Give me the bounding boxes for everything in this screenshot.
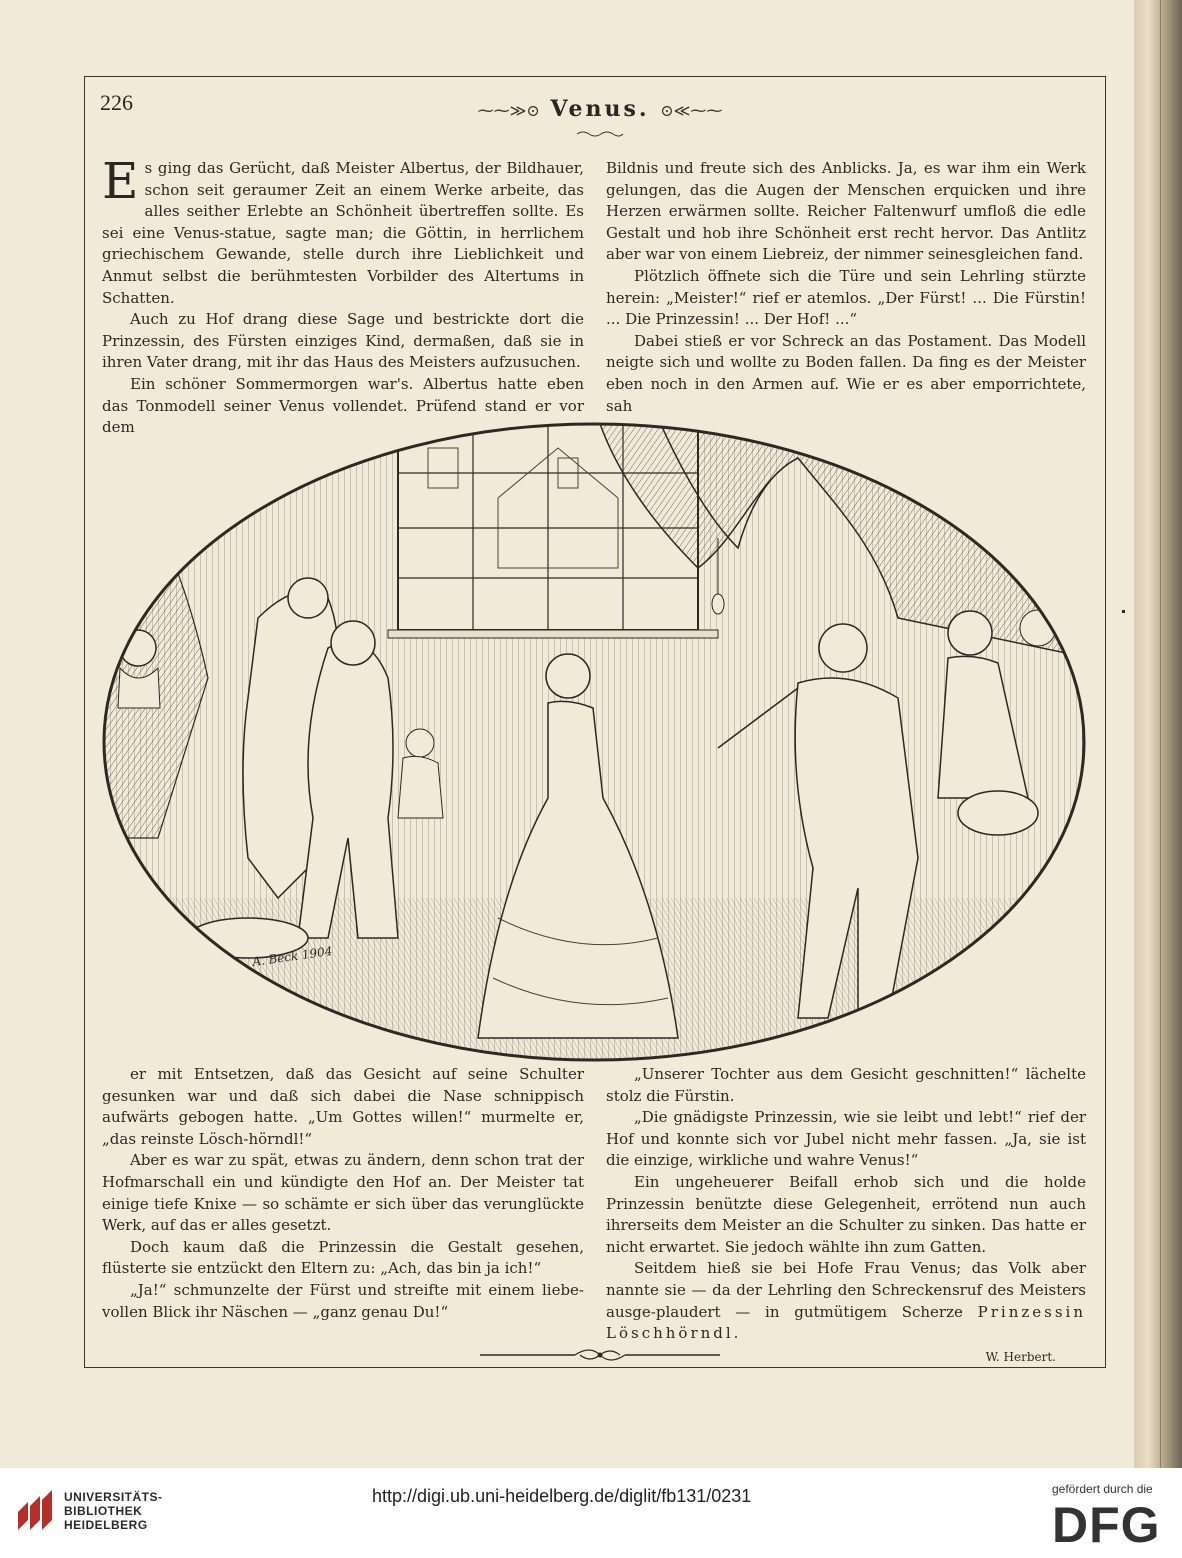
university-logo-icon xyxy=(14,1486,58,1534)
dfg-logo xyxy=(1052,1498,1166,1548)
paragraph: Seitdem hieß sie bei Hofe Frau Venus; das Volk aber nannte sie — da der Lehrling den Schreckensruf des Meisters ausge-plaudert — in gutmütigem Scherze Prinzessin Löschhörndl. xyxy=(606,1259,1086,1343)
title-left-ornament: ⁓⁓≫⊙ xyxy=(477,101,540,120)
title-right-ornament: ⊙≪⁓⁓ xyxy=(660,101,723,120)
paragraph: Aber es war zu spät, etwas zu ändern, denn schon trat der Hofmarschall ein und kündigte den Hof an. Der Meister tat einige tiefe Knixe — so schämte er sich über das verunglückte Werk, auf das er alles gesetzt. xyxy=(102,1151,584,1235)
paragraph: Auch zu Hof drang diese Sage und bestrickte dort die Prinzessin, des Fürsten einziges Kind, dermaßen, daß sie in ihren Vater drang, mit ihr das Haus des Meisters aufzusuchen. xyxy=(102,310,584,372)
funding-label: gefördert durch die xyxy=(1052,1482,1153,1496)
paragraph: Ein schöner Sommermorgen war's. Albertus hatte eben das Tonmodell seiner Venus vollendet. Prüfend stand er vor dem xyxy=(102,374,584,437)
paragraph: „Ja!“ schmunzelte der Fürst und streifte mit einem liebe-vollen Blick ihr Näschen — „ganz genau Du!“ xyxy=(102,1280,584,1321)
page-edge xyxy=(1134,0,1182,1468)
paragraph: Ein ungeheuerer Beifall erhob sich und die holde Prinzessin benützte diese Gelegenheit, errötend nun auch ihrerseits dem Meister an die Schulter zu sinken. Das hatte er nicht erwartet. Sie jedoch wählte ihn zum Gatten. xyxy=(606,1172,1086,1256)
column-bottom-left xyxy=(102,1064,584,1323)
page-edge-line xyxy=(1160,0,1161,1468)
paragraph: er mit Entsetzen, daß das Gesicht auf seine Schulter gesunken war und daß sich dabei die Nase schnippisch aufwärts gebogen hatte. „Um Gottes willen!“ murmelte er, „das reinste Lösch-hörndl!“ xyxy=(102,1065,584,1148)
paragraph: Doch kaum daß die Prinzessin die Gestalt gesehen, flüsterte sie entzückt den Eltern zu: „Ach, das bin ja ich!“ xyxy=(102,1237,584,1278)
digital-library-url[interactable]: http://digi.ub.uni-heidelberg.de/diglit/fb131/0231 xyxy=(372,1486,752,1506)
footer-bar xyxy=(0,1468,1182,1558)
paragraph: Es ging das Gerücht, daß Meister Albertus, der Bildhauer, schon seit geraumer Zeit an einem Werke arbeite, das alles seither Erlebte an Schönheit übertreffen sollte. Es sei eine Venus-statue, sagte man; die Göttin, in herrlichem griechischem Gewande, stelle durch ihre Lieblichkeit und Anmut selbst die berühmtesten Vorbilder des Altertums in Schatten. xyxy=(102,152,584,307)
paragraph: „Die gnädigste Prinzessin, wie sie leibt und lebt!“ rief der Hof und konnte sich vor Jubel nicht mehr fassen. „Ja, sie ist die einzige, wirkliche und wahre Venus!“ xyxy=(606,1108,1086,1170)
svg-text:DFG: DFG xyxy=(1052,1498,1161,1548)
paragraph: „Unserer Tochter aus dem Gesicht geschnitten!“ lächelte stolz die Fürstin. xyxy=(606,1065,1086,1105)
title-swash-ornament xyxy=(575,128,625,138)
university-name: UNIVERSITÄTS- BIBLIOTHEK HEIDELBERG xyxy=(64,1490,163,1532)
paragraph: Bildnis und freute sich des Anblicks. Ja, es war ihm ein Werk gelungen, das die Augen der Menschen erquicken und ihre Herzen erwärmen sollte. Reicher Faltenwurf umfloß die edle Gestalt und hob ihre Schönheit erst recht hervor. Das Antlitz aber war von einem Liebreiz, der nimmer seinesgleichen fand. xyxy=(606,159,1086,264)
title-text: Venus. xyxy=(550,96,650,122)
spaced-name: Prinzessin Löschhörndl. xyxy=(606,1302,1086,1343)
column-top-right xyxy=(606,158,1086,417)
margin-mark xyxy=(1122,610,1125,613)
column-bottom-right xyxy=(606,1064,1086,1368)
drop-cap: E xyxy=(102,152,139,210)
illustration-oval-engraving xyxy=(98,418,1090,1066)
author-signature: W. Herbert. xyxy=(985,1349,1056,1364)
page-number: 226 xyxy=(100,90,133,115)
end-ornament xyxy=(480,1345,720,1365)
column-top-left xyxy=(102,152,584,439)
illustration-signature: A. Beck 1904 xyxy=(251,943,334,969)
paragraph: Dabei stieß er vor Schreck an das Postament. Das Modell neigte sich und wollte zu Boden fallen. Da fing es der Meister eben noch in den Armen auf. Wie er es aber emporrichtete, sah xyxy=(606,331,1086,415)
page-title xyxy=(470,96,730,122)
paragraph: Plötzlich öffnete sich die Türe und sein Lehrling stürzte herein: „Meister!“ rief er atemlos. „Der Fürst! ... Die Fürstin! ... Die Prinzessin! ... Der Hof! ...“ xyxy=(606,266,1086,329)
